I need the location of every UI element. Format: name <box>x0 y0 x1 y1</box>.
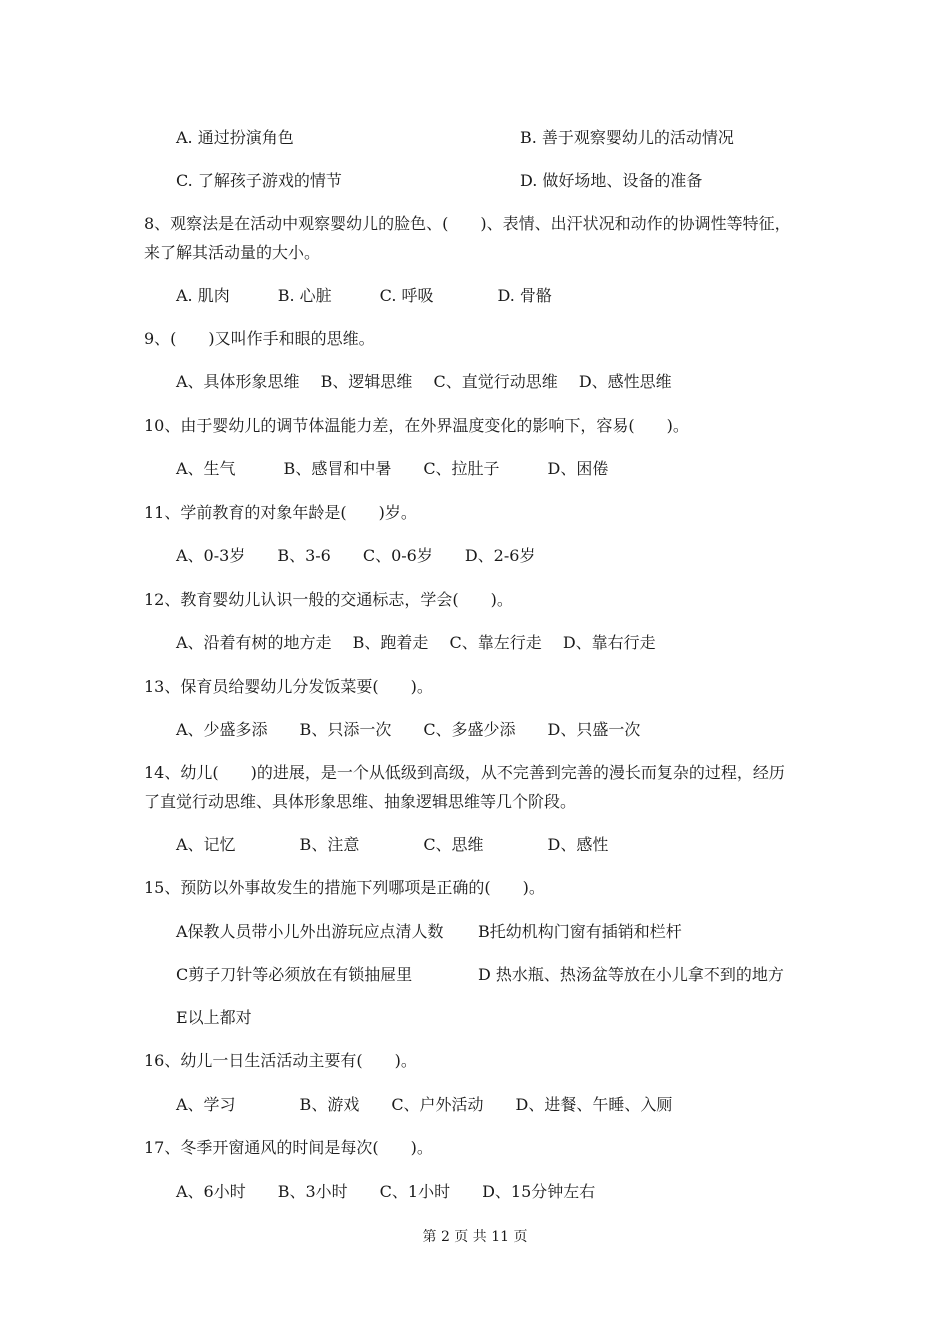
question-11: 11、学前教育的对象年龄是( )岁。 <box>144 503 417 522</box>
question-13: 13、保育员给婴幼儿分发饭菜要( )。 <box>144 677 433 696</box>
question-10: 10、由于婴幼儿的调节体温能力差，在外界温度变化的影响下，容易( )。 <box>144 416 689 435</box>
question-16: 16、幼儿一日生活活动主要有( )。 <box>144 1051 417 1070</box>
question-9: 9、( )又叫作手和眼的思维。 <box>144 329 375 348</box>
question-8-line-2: 来了解其活动量的大小。 <box>144 243 321 262</box>
question-12: 12、教育婴幼儿认识一般的交通标志，学会( )。 <box>144 590 513 609</box>
question-15-option-c: C剪子刀针等必须放在有锁抽屉里 <box>176 965 413 984</box>
question-15-option-e: E以上都对 <box>176 1008 252 1027</box>
question-14-options: A、记忆 B、注意 C、思维 D、感性 <box>176 835 609 854</box>
question-17-options: A、6小时 B、3小时 C、1小时 D、15分钟左右 <box>176 1182 596 1201</box>
question-14-line-2: 了直觉行动思维、具体形象思维、抽象逻辑思维等几个阶段。 <box>144 792 577 811</box>
question-12-options: A、沿着有树的地方走 B、跑着走 C、靠左行走 D、靠右行走 <box>176 633 656 652</box>
option-d: D. 做好场地、设备的准备 <box>520 171 703 190</box>
question-8-line-1: 8、观察法是在活动中观察婴幼儿的脸色、( )、表情、出汗状况和动作的协调性等特征， <box>144 214 791 233</box>
question-9-options: A、具体形象思维 B、逻辑思维 C、直觉行动思维 D、感性思维 <box>176 372 672 391</box>
question-17: 17、冬季开窗通风的时间是每次( )。 <box>144 1138 433 1157</box>
question-10-options: A、生气 B、感冒和中暑 C、拉肚子 D、困倦 <box>176 459 609 478</box>
question-11-options: A、0-3岁 B、3-6 C、0-6岁 D、2-6岁 <box>176 546 536 565</box>
question-14-line-1: 14、幼儿( )的进展，是一个从低级到高级，从不完善到完善的漫长而复杂的过程，经历 <box>144 763 785 782</box>
option-b: B. 善于观察婴幼儿的活动情况 <box>520 128 734 147</box>
option-c: C. 了解孩子游戏的情节 <box>176 171 342 190</box>
option-a: A. 通过扮演角色 <box>176 128 294 147</box>
question-8-options: A. 肌肉 B. 心脏 C. 呼吸 D. 骨骼 <box>176 286 552 305</box>
question-15-option-b: B托幼机构门窗有插销和栏杆 <box>478 922 682 941</box>
question-15-option-a: A保教人员带小儿外出游玩应点清人数 <box>176 922 444 941</box>
question-13-options: A、少盛多添 B、只添一次 C、多盛少添 D、只盛一次 <box>176 720 641 739</box>
question-15-option-d: D 热水瓶、热汤盆等放在小儿拿不到的地方 <box>478 965 784 984</box>
page-number: 第 2 页 共 11 页 <box>422 1229 528 1245</box>
question-15: 15、预防以外事故发生的措施下列哪项是正确的( )。 <box>144 878 545 897</box>
question-16-options: A、学习 B、游戏 C、户外活动 D、进餐、午睡、入厕 <box>176 1095 673 1114</box>
